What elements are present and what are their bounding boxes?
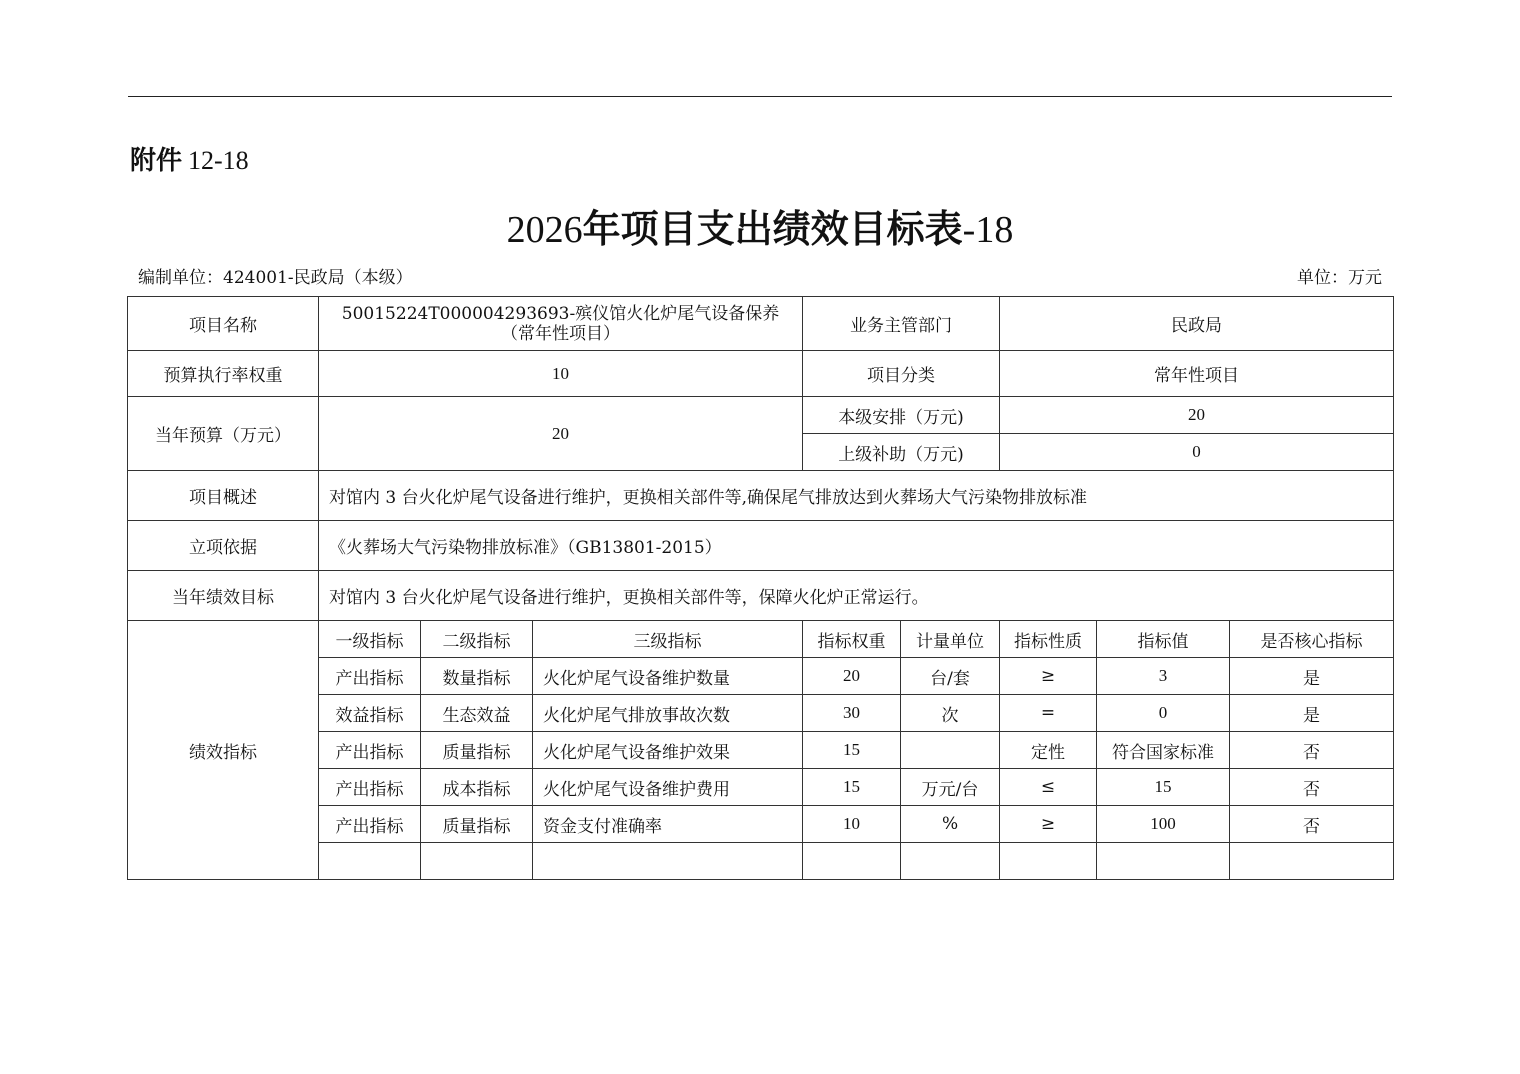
- cell-unit: 台/套: [901, 658, 1000, 695]
- budget-label: 当年预算（万元）: [128, 397, 319, 471]
- performance-table: [127, 296, 1394, 880]
- cell-weight: [803, 843, 901, 880]
- cell-level1: 产出指标: [319, 658, 421, 695]
- basis-value: 《火葬场大气污染物排放标准》（GB13801-2015）: [319, 521, 1394, 571]
- goal-value: 对馆内 3 台火化炉尾气设备进行维护，更换相关部件等，保障火化炉正常运行。: [319, 571, 1394, 621]
- cell-level2: 数量指标: [421, 658, 533, 695]
- cell-level1: 效益指标: [319, 695, 421, 732]
- row-budget-local: [128, 397, 1394, 434]
- cell-unit: 万元/台: [901, 769, 1000, 806]
- indicator-header-row: [128, 621, 1394, 658]
- header-level2: 二级指标: [421, 621, 533, 658]
- cell-level2: 成本指标: [421, 769, 533, 806]
- cell-core: 是: [1230, 695, 1394, 732]
- cell-unit: 次: [901, 695, 1000, 732]
- basis-label: 立项依据: [128, 521, 319, 571]
- weight-label: 预算执行率权重: [128, 351, 319, 397]
- page-title: [0, 204, 1520, 255]
- category-label: 项目分类: [803, 351, 1000, 397]
- cell-level1: 产出指标: [319, 732, 421, 769]
- dept-value: 民政局: [1000, 297, 1394, 351]
- row-overview: [128, 471, 1394, 521]
- attachment-number: 12-18: [188, 146, 249, 175]
- top-rule: [128, 96, 1392, 97]
- cell-value: [1097, 843, 1230, 880]
- cell-level1: [319, 843, 421, 880]
- cell-weight: 20: [803, 658, 901, 695]
- cell-core: 否: [1230, 732, 1394, 769]
- title-text: 年项目支出绩效目标表: [582, 207, 963, 251]
- project-name-label: 项目名称: [128, 297, 319, 351]
- local-label: 本级安排（万元): [803, 397, 1000, 434]
- cell-level1: 产出指标: [319, 806, 421, 843]
- cell-level3: 火化炉尾气排放事故次数: [533, 695, 803, 732]
- header-weight: 指标权重: [803, 621, 901, 658]
- cell-unit: [901, 732, 1000, 769]
- overview-value: 对馆内 3 台火化炉尾气设备进行维护，更换相关部件等,确保尾气排放达到火葬场大气污染物排放标准: [319, 471, 1394, 521]
- attachment-prefix: 附件: [130, 146, 183, 176]
- cell-nature: ≤: [1000, 769, 1097, 806]
- row-goal: [128, 571, 1394, 621]
- cell-level2: [421, 843, 533, 880]
- cell-unit: %: [901, 806, 1000, 843]
- cell-level3: 火化炉尾气设备维护效果: [533, 732, 803, 769]
- cell-weight: 15: [803, 732, 901, 769]
- cell-nature: =: [1000, 695, 1097, 732]
- cell-level3: 火化炉尾气设备维护费用: [533, 769, 803, 806]
- cell-weight: 30: [803, 695, 901, 732]
- header-level3: 三级指标: [533, 621, 803, 658]
- cell-nature: [1000, 843, 1097, 880]
- upper-value: 0: [1000, 434, 1394, 471]
- cell-core: [1230, 843, 1394, 880]
- title-suffix: -18: [962, 209, 1014, 251]
- cell-core: 否: [1230, 806, 1394, 843]
- cell-weight: 15: [803, 769, 901, 806]
- row-weight: [128, 351, 1394, 397]
- cell-level2: 生态效益: [421, 695, 533, 732]
- cell-weight: 10: [803, 806, 901, 843]
- title-year: 2026: [506, 209, 583, 251]
- upper-label: 上级补助（万元): [803, 434, 1000, 471]
- cell-level2: 质量指标: [421, 806, 533, 843]
- cell-nature: ≥: [1000, 806, 1097, 843]
- row-project-name: [128, 297, 1394, 351]
- header-unit: 计量单位: [901, 621, 1000, 658]
- header-core: 是否核心指标: [1230, 621, 1394, 658]
- goal-label: 当年绩效目标: [128, 571, 319, 621]
- project-name-value: 50015224T000004293693-殡仪馆火化炉尾气设备保养（常年性项目）: [319, 297, 803, 351]
- cell-value: 0: [1097, 695, 1230, 732]
- overview-label: 项目概述: [128, 471, 319, 521]
- cell-value: 符合国家标准: [1097, 732, 1230, 769]
- header-value: 指标值: [1097, 621, 1230, 658]
- cell-nature: ≥: [1000, 658, 1097, 695]
- budget-value: 20: [319, 397, 803, 471]
- currency-unit: 单位：万元: [1297, 268, 1382, 288]
- dept-label: 业务主管部门: [803, 297, 1000, 351]
- category-value: 常年性项目: [1000, 351, 1394, 397]
- cell-level2: 质量指标: [421, 732, 533, 769]
- cell-core: 否: [1230, 769, 1394, 806]
- attachment-label: [130, 144, 249, 178]
- cell-nature: 定性: [1000, 732, 1097, 769]
- local-value: 20: [1000, 397, 1394, 434]
- cell-core: 是: [1230, 658, 1394, 695]
- indicators-section-label: 绩效指标: [128, 621, 319, 880]
- cell-level1: 产出指标: [319, 769, 421, 806]
- compiling-unit: 编制单位：424001-民政局（本级）: [138, 268, 413, 288]
- header-nature: 指标性质: [1000, 621, 1097, 658]
- cell-level3: 资金支付准确率: [533, 806, 803, 843]
- header-level1: 一级指标: [319, 621, 421, 658]
- cell-value: 3: [1097, 658, 1230, 695]
- row-basis: [128, 521, 1394, 571]
- weight-value: 10: [319, 351, 803, 397]
- cell-value: 100: [1097, 806, 1230, 843]
- cell-value: 15: [1097, 769, 1230, 806]
- cell-unit: [901, 843, 1000, 880]
- cell-level3: 火化炉尾气设备维护数量: [533, 658, 803, 695]
- cell-level3: [533, 843, 803, 880]
